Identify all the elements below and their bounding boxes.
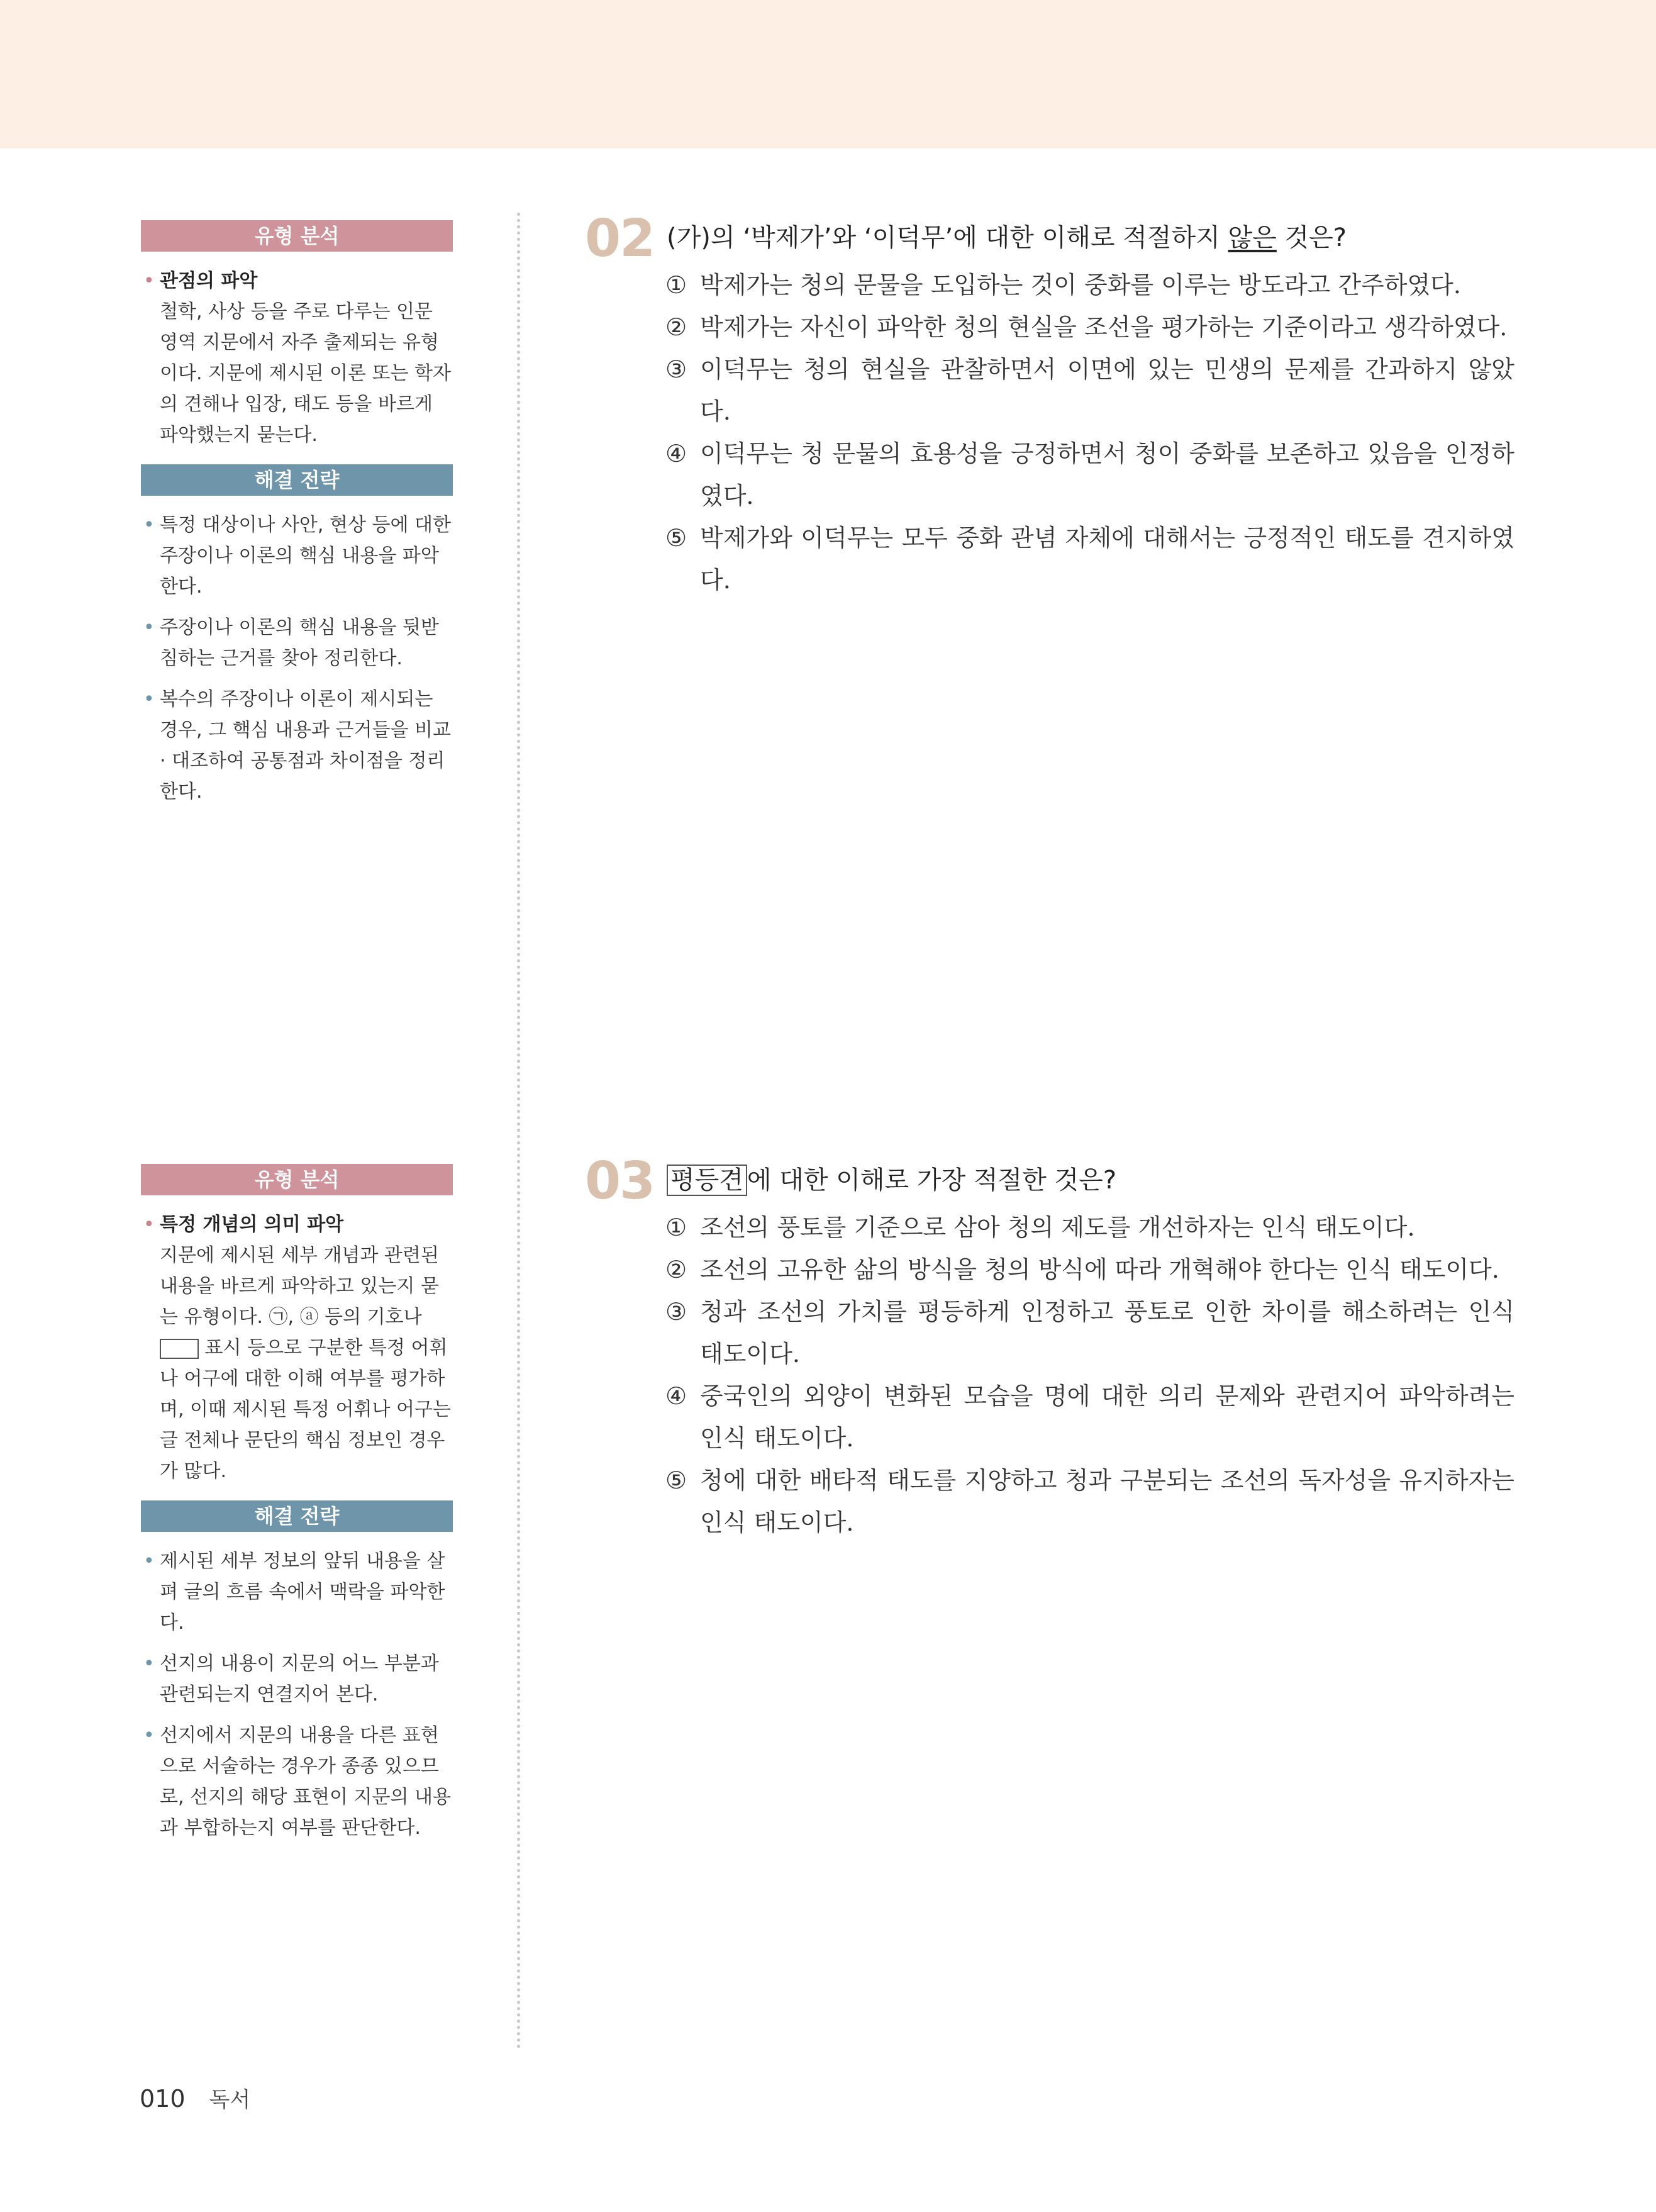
underlined-word: 않은 [1228,223,1277,252]
type-analysis-tag: 유형 분석 [141,220,453,252]
bullet-dot: • [143,688,155,710]
answer-option[interactable]: ③ 청과 조선의 가치를 평등하게 인정하고 풍토로 인한 차이를 해소하려는 인식 태도이다. [665,1298,1514,1368]
type-analysis-body: 지문에 제시된 세부 개념과 관련된 내용을 바르게 파악하고 있는지 묻는 유형이다. ㉠, ⓐ 등의 기호나 표시 등으로 구분한 특정 어휘나 어구에 대한 이해 여부를 평가하며, 이때 제시된 특정 어휘나 어구는 글 전체나 문단의 핵심 정보인 경우가 많다. [160,1244,451,1482]
question-number: 02 [585,209,655,269]
strategy-tag: 해결 전략 [141,1500,453,1532]
answer-option[interactable]: ④ 중국인의 외양이 변화된 모습을 명에 대한 의리 문제와 관련지어 파악하려는 인식 태도이다. [665,1382,1514,1452]
answer-option[interactable]: ④ 이덕무는 청 문물의 효용성을 긍정하면서 청이 중화를 보존하고 있음을 인정하였다. [665,440,1514,510]
header-band [0,0,1656,148]
answer-option[interactable]: ① 박제가는 청의 문물을 도입하는 것이 중화를 이루는 방도라고 간주하였다. [665,271,1461,299]
bullet-dot: • [143,514,155,536]
bullet-dot: • [143,1214,155,1236]
answer-option[interactable]: ② 박제가는 자신이 파악한 청의 현실을 조선을 평가하는 기준이라고 생각하였다. [665,313,1508,341]
page-number: 010 [140,2085,186,2113]
bullet-dot: • [143,270,155,292]
strategy-item: • 선지에서 지문의 내용을 다른 표현으로 서술하는 경우가 종종 있으므로, 선지의 해당 표현이 지문의 내용과 부합하는지 여부를 판단한다. [141,1720,453,1843]
section-name: 독서 [209,2087,251,2113]
answer-option[interactable]: ② 조선의 고유한 삶의 방식을 청의 방식에 따라 개혁해야 한다는 인식 태도이다. [665,1256,1499,1283]
type-analysis-item [141,1209,453,1487]
type-analysis-head: 특정 개념의 의미 파악 [160,1214,344,1236]
question-number: 03 [585,1151,655,1211]
strategy-item: • 선지의 내용이 지문의 어느 부분과 관련되는지 연결지어 본다. [141,1648,453,1710]
strategy-item: • 주장이나 이론의 핵심 내용을 뒷받침하는 근거를 찾아 정리한다. [141,612,453,674]
answer-option[interactable]: ① 조선의 풍토를 기준으로 삼아 청의 제도를 개선하자는 인식 태도이다. [665,1214,1415,1241]
type-analysis-body: 철학, 사상 등을 주로 다루는 인문 영역 지문에서 자주 출제되는 유형이다. 지문에 제시된 이론 또는 학자의 견해나 입장, 태도 등을 바르게 파악했는지 묻는다. [160,301,451,446]
strategy-item: • 복수의 주장이나 이론이 제시되는 경우, 그 핵심 내용과 근거들을 비교 · 대조하여 공통점과 차이점을 정리한다. [141,684,453,807]
answer-options [665,264,1514,601]
answer-option[interactable]: ⑤ 청에 대한 배타적 태도를 지양하고 청과 구분되는 조선의 독자성을 유지하자는 인식 태도이다. [665,1466,1514,1536]
strategy-tag: 해결 전략 [141,464,453,496]
bullet-dot: • [143,1724,155,1746]
answer-options [665,1207,1514,1544]
box-symbol [160,1339,199,1359]
type-analysis-item [141,265,453,450]
bullet-dot: • [143,1653,155,1675]
sidebar-q02 [141,220,453,807]
bullet-dot: • [143,1550,155,1572]
answer-option[interactable]: ⑤ 박제가와 이덕무는 모두 중화 관념 자체에 대해서는 긍정적인 태도를 견지하였다. [665,524,1514,594]
answer-option[interactable]: ③ 이덕무는 청의 현실을 관찰하면서 이면에 있는 민생의 문제를 간과하지 않았다. [665,355,1514,425]
column-divider [517,213,520,2050]
page-footer [140,2082,250,2113]
boxed-term: 평등견 [667,1165,747,1196]
question-stem: 평등견 에 대한 이해로 가장 적절한 것은? [667,1161,1116,1199]
bullet-dot: • [143,617,155,639]
question-stem: (가)의 ‘박제가’와 ‘이덕무’에 대한 이해로 적절하지 않은 것은? [667,223,1347,252]
type-analysis-head: 관점의 파악 [160,270,258,292]
sidebar-q03 [141,1164,453,1843]
strategy-item: • 특정 대상이나 사안, 현상 등에 대한 주장이나 이론의 핵심 내용을 파악한다. [141,510,453,602]
type-analysis-tag: 유형 분석 [141,1164,453,1195]
strategy-item: • 제시된 세부 정보의 앞뒤 내용을 살펴 글의 흐름 속에서 맥락을 파악한다. [141,1546,453,1638]
